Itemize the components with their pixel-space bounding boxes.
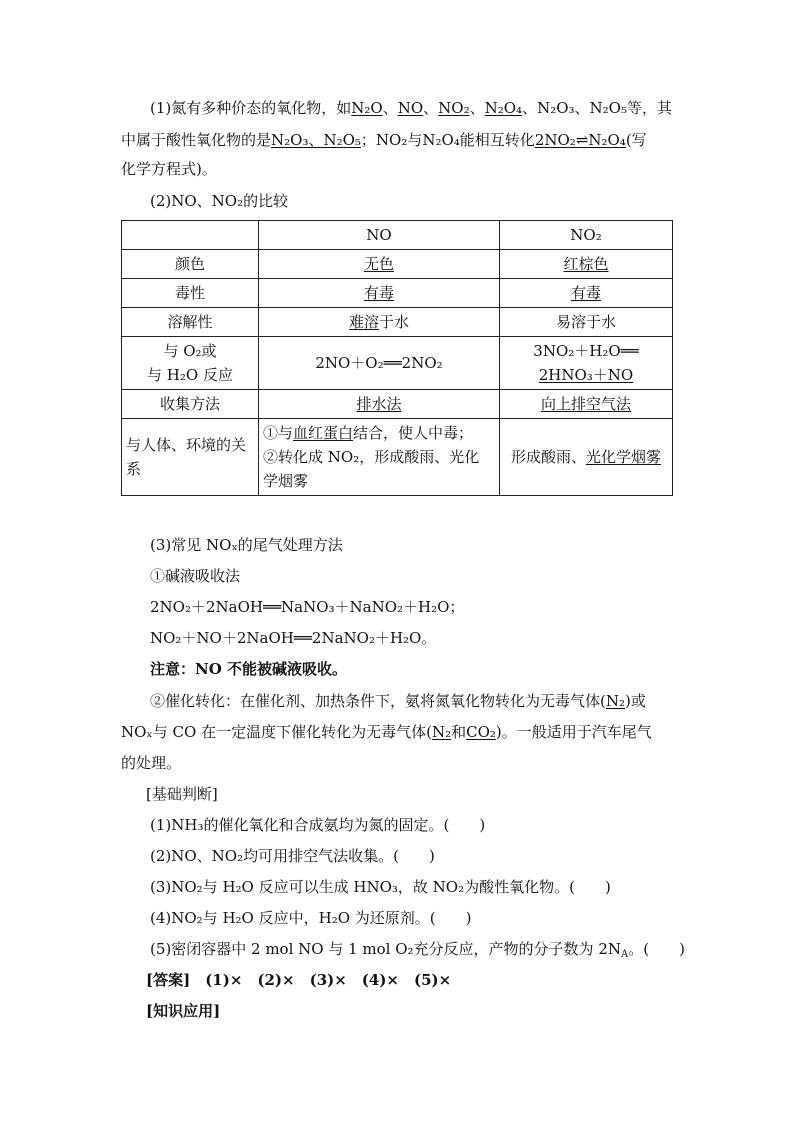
table-row [122,419,673,496]
question-3: (3)NO₂与 H₂O 反应可以生成 HNO₃，故 NO₂为酸性氧化物。( ) [150,878,611,896]
oxide-n2o4: N₂O₄ [484,99,523,117]
table-row [122,390,673,419]
section-3-title: (3)常见 NOₓ的尾气处理方法 [150,536,343,554]
row-label-solubility: 溶解性 [122,308,259,337]
table-header-empty [122,221,259,250]
row-label-collection: 收集方法 [122,390,259,419]
cell-no-reaction: 2NO＋O₂══2NO₂ [259,337,500,390]
cell-no2-collection: 向上排空气法 [540,395,631,413]
knowledge-application-title: [知识应用] [146,1002,221,1020]
cell-no2-reaction: 3NO₂＋H₂O══ 2HNO₃＋NO [500,337,673,390]
cell-no-color: 无色 [363,255,394,273]
method-2-line-1: ②催化转化：在催化剂、加热条件下，氨将氮氧化物转化为无毒气体(N₂)或 [150,692,646,710]
cell-no2-toxicity: 有毒 [570,284,601,302]
equation-2: NO₂＋NO＋2NaOH══2NaNO₂＋H₂O。 [150,629,437,647]
oxide-no2: NO₂ [438,99,470,117]
table-header-no: NO [259,221,500,250]
para-1-line-2: 中属于酸性氧化物的是N₂O₃、N₂O₅；NO₂与N₂O₄能相互转化2NO₂⇌N₂O₄(写 [121,131,647,149]
basics-title: [基础判断] [146,785,218,803]
table-header-row [122,221,673,250]
method-2-line-3: 的处理。 [121,754,182,772]
table-header-no2: NO₂ [500,221,673,250]
table-row [122,250,673,279]
row-label-reaction: 与 O₂或 与 H₂O 反应 [122,337,259,390]
equation-1: 2NO₂＋2NaOH══NaNO₃＋NaNO₂＋H₂O； [150,598,465,616]
question-1: (1)NH₃的催化氧化和合成氨均为氮的固定。( ) [150,816,486,834]
cell-no-toxicity: 有毒 [363,284,394,302]
question-4: (4)NO₂与 H₂O 反应中，H₂O 为还原剂。( ) [150,909,472,927]
oxide-n2o: N₂O [351,99,383,117]
row-label-toxicity: 毒性 [122,279,259,308]
note-text: 注意：NO 不能被碱液吸收。 [150,660,348,678]
cell-no-collection: 排水法 [356,395,402,413]
table-row [122,279,673,308]
para-1-line-1: (1)氮有多种价态的氧化物，如N₂O、NO、NO₂、N₂O₄、N₂O₃、N₂O₅等，其 [150,99,672,117]
oxide-no: NO [397,99,424,117]
row-label-color: 颜色 [122,250,259,279]
cell-no2-environment: 形成酸雨、光化学烟雾 [500,419,673,496]
question-2: (2)NO、NO₂均可用排空气法收集。( ) [150,847,435,865]
cell-no2-solubility: 易溶于水 [500,308,673,337]
question-5: (5)密闭容器中 2 mol NO 与 1 mol O₂充分反应，产物的分子数为 $2N_A$。( ) [150,940,685,960]
comparison-table [121,220,673,496]
table-row [122,308,673,337]
cell-no2-color: 红棕色 [563,255,609,273]
para-2-title: (2)NO、NO₂的比较 [150,192,289,210]
row-label-environment: 与人体、环境的关 系 [122,419,259,496]
cell-no-environment: ①与血红蛋白结合，使人中毒； ②转化成 NO₂，形成酸雨、光化 学烟雾 [259,419,500,496]
acidic-oxides: N₂O₃、N₂O₅ [271,131,361,149]
answer-line: [答案] (1)× (2)× (3)× (4)× (5)× [146,971,452,989]
method-1-title: ①碱液吸收法 [150,567,241,585]
table-row [122,337,673,390]
para-1-line-3: 化学方程式)。 [121,160,217,178]
cell-no-solubility: 难溶于水 [259,308,500,337]
method-2-line-2: NOₓ与 CO 在一定温度下催化转化为无毒气体(N₂和CO₂)。一般适用于汽车尾气 [121,723,652,741]
conversion-equation: 2NO₂⇌N₂O₄ [534,131,626,149]
